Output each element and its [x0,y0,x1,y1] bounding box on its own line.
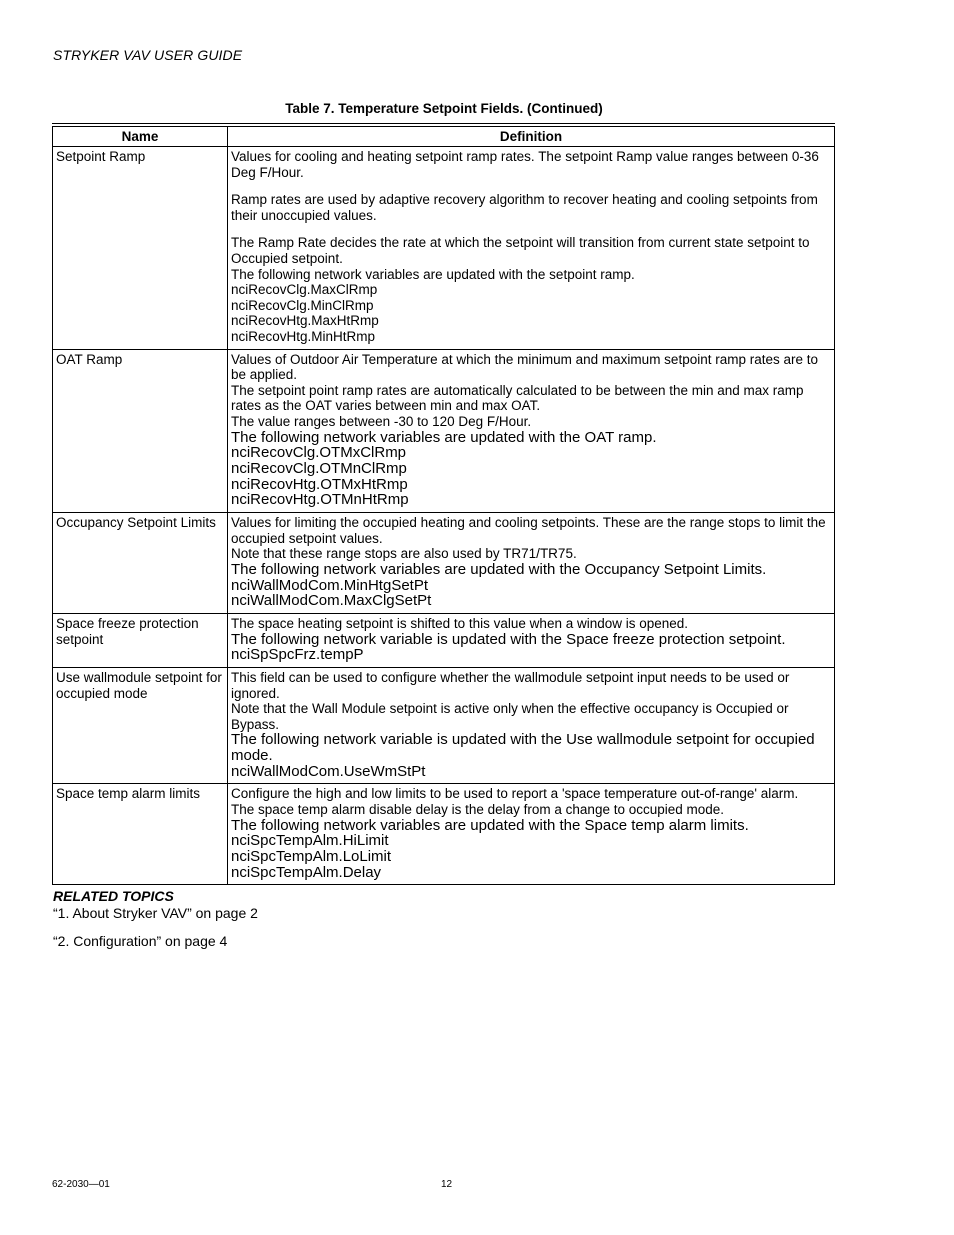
related-topics [53,888,258,950]
network-variable: nciSpcTempAlm.Delay [231,863,382,881]
definition-line: Note that these range stops are also used by TR71/TR75. [231,546,577,562]
guide-title: STRYKER VAV USER GUIDE [53,47,243,63]
definition-line: The following network variable is updated with the Space freeze protection setpoint. [231,630,786,648]
row-name: Space freeze protection setpoint [53,613,228,667]
row-definition [228,613,835,667]
column-header-definition: Definition [228,125,835,147]
definition-line: The Ramp Rate decides the rate at which the setpoint will transition from current state setpoint to Occupied setpoint. [231,235,810,266]
definition-line: The following network variables are updated with the setpoint ramp. [231,266,635,282]
network-variable: nciRecovClg.OTMxClRmp [231,444,407,462]
row-definition [228,513,835,614]
table-header-row [53,125,835,147]
footer-page-number: 12 [441,1179,453,1190]
network-variable: nciRecovHtg.MinHtRmp [231,328,376,344]
definition-line: The following network variables are updated with the OAT ramp. [231,428,657,446]
network-variable: nciSpSpcFrz.tempP [231,646,364,664]
definition-line: The following network variables are updated with the Space temp alarm limits. [231,816,749,834]
table-row [53,349,835,512]
row-name: Use wallmodule setpoint for occupied mode [53,667,228,783]
definition-line: The space temp alarm disable delay is the delay from a change to occupied mode. [231,801,725,817]
network-variable: nciRecovClg.MinClRmp [231,297,374,313]
network-variable: nciRecovHtg.MaxHtRmp [231,313,379,329]
related-topics-heading: RELATED TOPICS [53,888,174,904]
table-row [53,784,835,885]
related-topic-link-configuration[interactable]: “2. Configuration” on page 4 [53,933,228,949]
row-definition [228,147,835,350]
row-name: Setpoint Ramp [53,147,228,350]
table-row [53,147,835,350]
network-variable: nciRecovHtg.OTMxHtRmp [231,475,408,493]
definition-line: Values of Outdoor Air Temperature at which the minimum and maximum setpoint ramp rates are to be applied. [231,351,819,383]
row-definition [228,784,835,885]
row-name: Occupancy Setpoint Limits [53,513,228,614]
network-variable: nciWallModCom.UseWmStPt [231,762,426,780]
table-row [53,513,835,614]
table-row [53,613,835,667]
network-variable: nciRecovClg.OTMnClRmp [231,459,407,477]
definition-line: Values for cooling and heating setpoint ramp rates. The setpoint Ramp value ranges between 0-36 Deg F/Hour. [231,149,819,180]
table-row [53,667,835,783]
network-variable: nciRecovHtg.OTMnHtRmp [231,491,409,509]
definition-line: This field can be used to configure whether the wallmodule setpoint input needs to be used or ignored. [231,669,790,701]
network-variable: nciWallModCom.MaxClgSetPt [231,592,432,610]
definition-line: Note that the Wall Module setpoint is active only when the effective occupancy is Occupied or Bypass. [231,701,789,732]
definition-line: Values for limiting the occupied heating and cooling setpoints. These are the range stops to limit the occupied setpoint values. [231,515,826,546]
network-variable: nciSpcTempAlm.LoLimit [231,847,392,865]
setpoint-fields-table [52,123,835,885]
definition-line: The space heating setpoint is shifted to this value when a window is opened. [231,615,689,631]
network-variable: nciWallModCom.MinHtgSetPt [231,576,428,594]
row-definition [228,667,835,783]
row-name: OAT Ramp [53,349,228,512]
footer-doc-number: 62-2030—01 [52,1179,110,1190]
definition-line: The following network variables are updated with the Occupancy Setpoint Limits. [231,560,767,578]
definition-line: Configure the high and low limits to be used to report a 'space temperature out-of-range' alarm. [231,786,799,802]
definition-line: Ramp rates are used by adaptive recovery algorithm to recover heating and cooling setpoints from their unoccupied values. [231,192,818,223]
row-definition [228,349,835,512]
network-variable: nciSpcTempAlm.HiLimit [231,832,389,850]
row-name: Space temp alarm limits [53,784,228,885]
definition-line: The following network variable is updated with the Use wallmodule setpoint for occupied mode. [231,731,815,764]
definition-line: The setpoint point ramp rates are automatically calculated to be between the min and max ramp rates as the OAT varies between min and max OAT. [231,382,804,414]
column-header-name: Name [53,125,228,147]
related-topic-link-about[interactable]: “1. About Stryker VAV” on page 2 [53,905,258,921]
network-variable: nciRecovClg.MaxClRmp [231,282,378,298]
definition-line: The value ranges between -30 to 120 Deg F/Hour. [231,413,532,429]
table-title: Table 7. Temperature Setpoint Fields. (Continued) [285,101,603,116]
